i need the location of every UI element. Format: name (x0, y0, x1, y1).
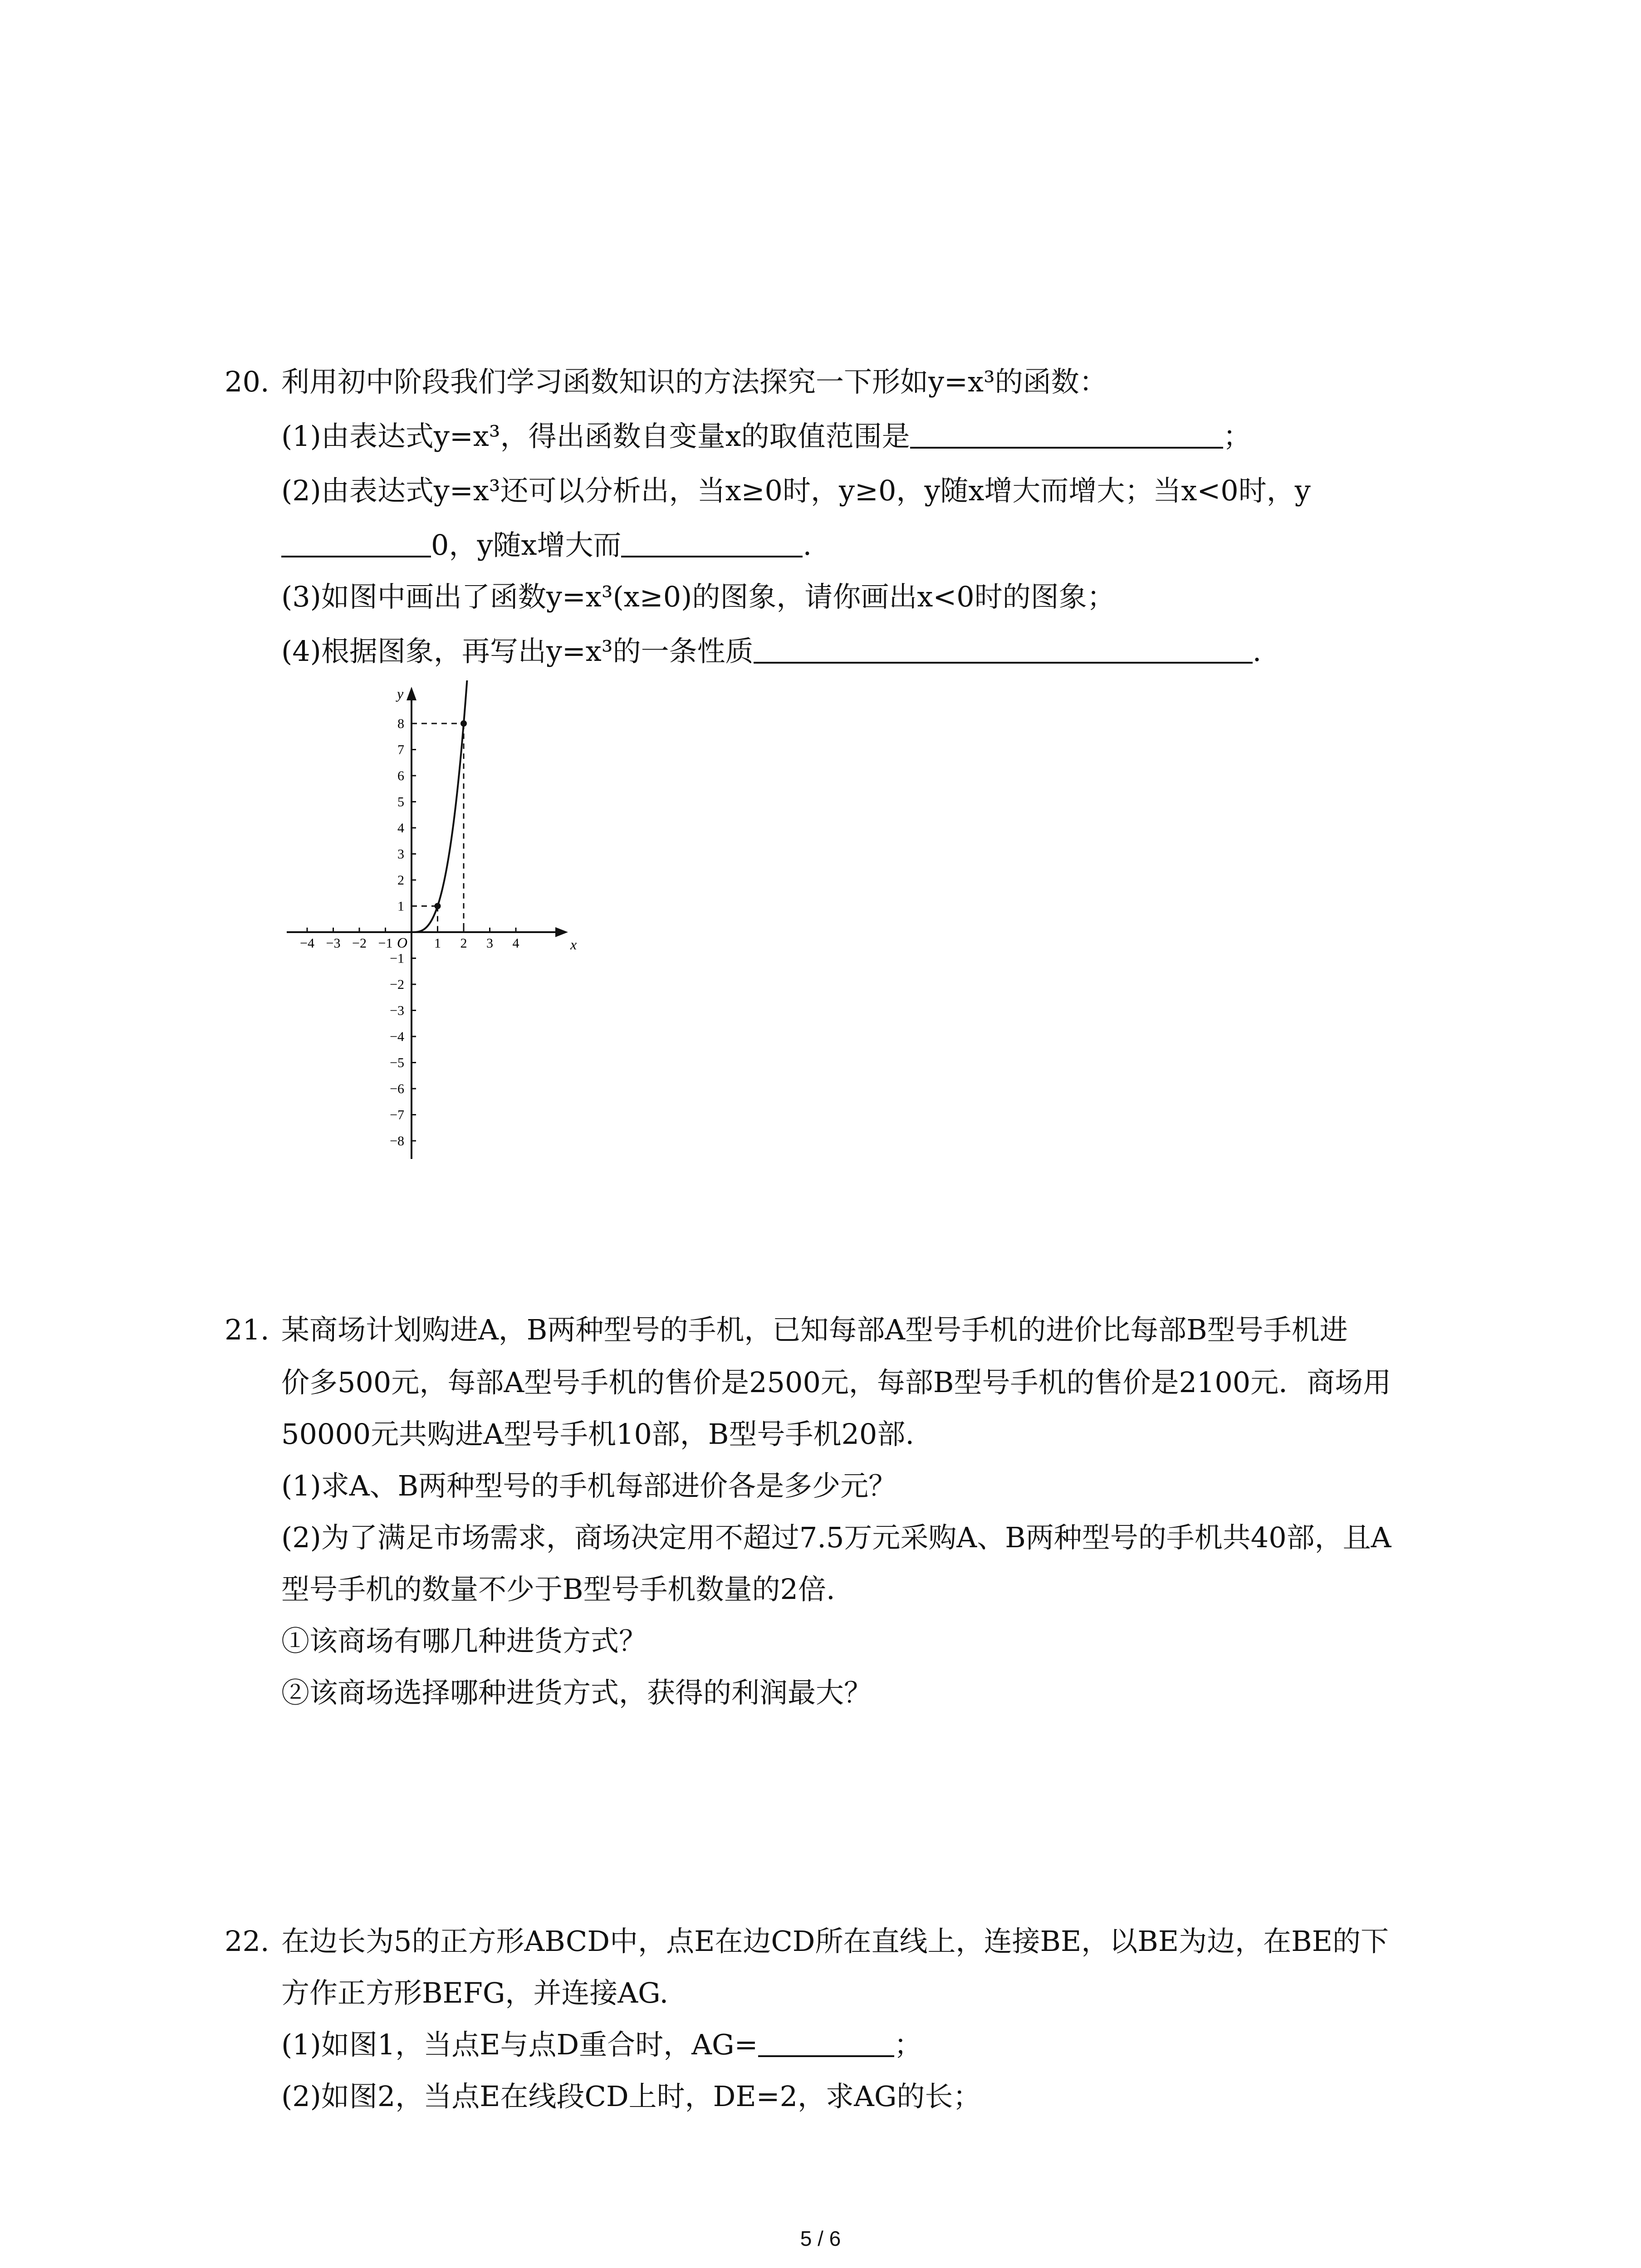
y-tick-label: −7 (390, 1107, 404, 1123)
graph-curve-layer (411, 680, 467, 932)
q20-part3-text: (3)如图中画出了函数y=x³(x≥0)的图象，请你画出x<0时的图象； (281, 580, 1115, 613)
q22-part1 (281, 2027, 922, 2063)
q21-sub2: ②该商场选择哪种进货方式，获得的利润最大？ (281, 1676, 872, 1709)
q20-number: 20. (225, 365, 269, 398)
q20-intro: 利用初中阶段我们学习函数知识的方法探究一下形如y=x³的函数： (281, 365, 1107, 398)
q21-line1-text: 某商场计划购进A，B两种型号的手机，已知每部A型号手机的进价比每部B型号手机进 (281, 1313, 1348, 1346)
y-tick-label: 3 (397, 846, 404, 862)
q20-part4-blank[interactable] (754, 634, 1253, 664)
graph-axes (287, 685, 577, 1159)
q20-part2-blank1[interactable] (281, 528, 431, 557)
q20-part2-end: . (803, 528, 812, 562)
y-tick-label: −1 (390, 951, 404, 966)
x-axis-arrow (555, 927, 568, 937)
marked-point (460, 720, 467, 727)
q20-part2-text: (2)由表达式y=x³还可以分析出，当x≥0时，y≥0，y随x增大而增大；当x<0时，y (281, 474, 1311, 507)
origin-label: O (397, 934, 408, 951)
q22-part1-blank[interactable] (758, 2027, 894, 2057)
y-tick-label: −4 (390, 1029, 404, 1044)
q20-part1 (281, 418, 1251, 455)
y-axis-label: y (397, 685, 404, 702)
q20-part1-text: (1)由表达式y=x³，得出函数自变量x的取值范围是 (281, 420, 910, 453)
q20-part2 (281, 473, 1311, 509)
q20-part1-blank[interactable] (910, 419, 1223, 449)
q22-number: 22. (225, 1925, 269, 1958)
q20-intro-line (225, 364, 1107, 400)
q21-part1: (1)求A、B两种型号的手机每部进价各是多少元？ (281, 1469, 897, 1502)
x-axis-label: x (570, 936, 577, 953)
q20-part3 (281, 579, 1115, 615)
x-tick-label: −4 (300, 936, 314, 951)
q22-part1-text: (1)如图1，当点E与点D重合时，AG= (281, 2028, 758, 2061)
q20-part4-text: (4)根据图象，再写出y=x³的一条性质 (281, 635, 754, 668)
q22-line1-text: 在边长为5的正方形ABCD中，点E在边CD所在直线上，连接BE，以BE为边，在BE的下 (281, 1925, 1389, 1958)
q21-number: 21. (225, 1313, 269, 1346)
q20-part2-blank2[interactable] (621, 528, 803, 557)
q20-part1-end: ； (1223, 420, 1251, 453)
q22-line2: 方作正方形BEFG，并连接AG. (281, 1976, 669, 2009)
q21-sub1: ①该商场有哪几种进货方式？ (281, 1624, 647, 1657)
y-axis-arrow (407, 687, 416, 700)
x-tick-label: 3 (486, 936, 493, 951)
y-tick-label: 7 (397, 742, 404, 758)
q21-line1 (225, 1312, 1348, 1348)
x-tick-label: −2 (352, 936, 367, 951)
y-tick-label: −8 (390, 1134, 404, 1149)
y-tick-label: 1 (397, 899, 404, 914)
q20-part4-end: . (1252, 635, 1262, 668)
y-tick-label: −2 (390, 977, 404, 992)
y-tick-label: 8 (397, 716, 404, 731)
q22-line1 (225, 1923, 1389, 1960)
y-tick-label: −3 (390, 1003, 404, 1018)
y-tick-label: −6 (390, 1081, 404, 1096)
q21-line3: 50000元共购进A型号手机10部，B型号手机20部. (281, 1418, 915, 1451)
q22-part2: (2)如图2，当点E在线段CD上时，DE=2，求AG的长； (281, 2080, 981, 2113)
marked-point (435, 903, 441, 909)
q21-line2: 价多500元，每部A型号手机的售价是2500元，每部B型号手机的售价是2100元．商场用 (281, 1366, 1391, 1399)
y-tick-label: 5 (397, 794, 404, 810)
y-tick-label: 6 (397, 768, 404, 783)
x-tick-label: 1 (434, 936, 441, 951)
q21-part2b: 型号手机的数量不少于B型号手机数量的2倍. (281, 1573, 835, 1606)
y-tick-label: 4 (397, 821, 404, 836)
cubic-function-graph (278, 680, 577, 1166)
q22-part1-end: ； (894, 2028, 922, 2061)
q20-part4 (281, 633, 1261, 670)
q21-part2a: (2)为了满足市场需求，商场决定用不超过7.5万元采购A、B两种型号的手机共40部，且A (281, 1521, 1391, 1554)
x-tick-label: 4 (512, 936, 519, 951)
cubic-curve (411, 680, 467, 932)
q20-part2-mid: 0，y随x增大而 (431, 528, 622, 562)
x-tick-label: −3 (326, 936, 341, 951)
page-number: 5 / 6 (800, 2227, 841, 2250)
x-tick-label: 2 (460, 936, 467, 951)
q20-part2-cont (281, 527, 812, 563)
y-tick-label: −5 (390, 1055, 404, 1070)
y-tick-label: 2 (397, 873, 404, 888)
x-tick-label: −1 (378, 936, 393, 951)
